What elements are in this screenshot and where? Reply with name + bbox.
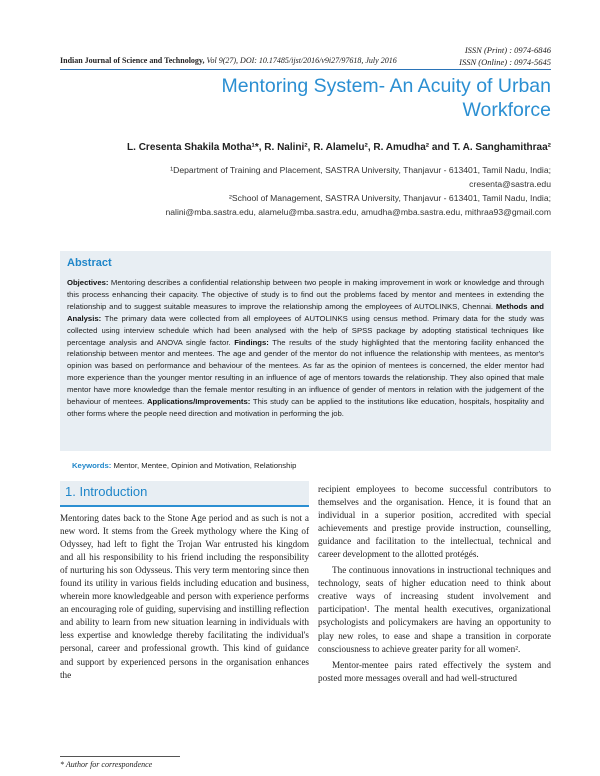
methods-text: The primary data were collected from all employees of AUTOLINKS using census method. Primary data for the study was collected using interview schedule which had been analysed with the help of SPSS package by adopting statistical techniques like percentage analysis and ANOVA single factor. — [67, 313, 544, 347]
intro-paragraph: The continuous innovations in instructional techniques and technology, seats of higher education need to think about creative ways of increasing student involvement and participation¹. The mental health executives, organizational psychologists and policymakers are having an opportunity to play new roles, to ease and shape a transition in corporate consciousness to achieve greater parity for all women². — [318, 565, 551, 654]
intro-paragraph: Mentoring dates back to the Stone Age period and as such is not a new word. It stems from the Greek mythology where the King of Odyssey, had left to fight the Trojan War entrusted his kingdom and all his responsibility to his friend including the responsibility of nurturing his son Odysseus. This very term mentoring since then found its utility in various fields including education and business, wherein more knowledgeable and person with experience performs an encouraging role of guiding, supervising and instilling reflection and ability to learn from new situation learning in individuals with less expertise and knowledge thereby facilitating the individual's personal, career and professional growth. This kind of guidance and support by experienced persons in the organisation enhances the — [60, 513, 309, 680]
keywords-line — [72, 461, 296, 470]
issn-block — [459, 44, 551, 68]
findings-label: Findings: — [234, 337, 269, 347]
keywords-label: Keywords: — [72, 461, 112, 470]
affiliations — [165, 163, 551, 219]
intro-paragraph: recipient employees to become successful contributors to themselves and the organisation. Hence, it is found that an individual in a superior position, accredited with special achievements and prestige provide instruction, counselling, guidance and facilitation to the intellectual, technical and career development to the allotted protégés. — [318, 484, 551, 560]
findings-text: The results of the study highlighted that the mentoring facility enhanced the relationship between mentor and mentees. The age and gender of the mentor do not influence the relationship with mentees, as mentor's opinion was based on performance and behaviour of the mentees. As far as the opinion of mentees is concerned, the elder mentor had more experience than the younger mentor resulting in an influence of age of mentors towards the relationship. They also opined that male mentor have more knowledge than the female mentor resulting in an influence of gender of mentors in relation with the judgement of the behaviour of mentees. — [67, 337, 544, 407]
affiliation-line: ²School of Management, SASTRA University, Thanjavur - 613401, Tamil Nadu, India; — [229, 193, 551, 203]
affiliation-emails[interactable]: nalini@mba.sastra.edu, alamelu@mba.sastra.edu, amudha@mba.sastra.edu, mithraa93@gmail.com — [165, 207, 551, 217]
footnote-rule — [60, 756, 180, 757]
header-rule — [60, 69, 551, 70]
abstract-heading: Abstract — [67, 257, 112, 269]
issn-print: ISSN (Print) : 0974-6846 — [464, 45, 551, 55]
keywords-text: Mentor, Mentee, Opinion and Motivation, Relationship — [111, 461, 297, 470]
objectives-label: Objectives: — [67, 278, 109, 287]
intro-paragraph: Mentor-mentee pairs rated effectively the system and posted more messages overall and had well-structured — [318, 659, 551, 683]
issn-online: ISSN (Online) : 0974-5645 — [459, 57, 551, 67]
author-list: L. Cresenta Shakila Motha¹*, R. Nalini², R. Alamelu², R. Amudha² and T. A. Sanghamithraa² — [127, 142, 551, 153]
right-column — [318, 483, 551, 685]
introduction-heading: 1. Introduction — [65, 484, 148, 499]
applications-label: Applications/Improvements: — [146, 397, 251, 407]
objectives-text: Mentoring describes a confidential relationship between two people in making improvement in work or knowledge and through this process enhancing their capacity. The objective of study is to find out the problems faced by mentor and mentees in extending the relationship and to suggest suitable measures to improve the relationship among the employees of AUTOLINKS, Chennai. — [67, 278, 544, 311]
affiliation-line: ¹Department of Training and Placement, SASTRA University, Thanjavur - 613401, Tamil Nadu, India; — [170, 165, 551, 175]
applications-text: This study can be applied to the institutions like education, hospitals, hospitality and other forms where the people need direction and motivation in performing the job. — [67, 397, 544, 418]
left-column — [60, 512, 309, 682]
journal-name: Indian Journal of Science and Technology, — [60, 56, 205, 65]
methods-label: Methods and Analysis: — [67, 301, 544, 323]
journal-citation — [60, 56, 397, 65]
paper-title: Mentoring System- An Acuity of Urban Workforce — [221, 75, 551, 121]
introduction-heading-box — [60, 481, 309, 507]
abstract-box — [60, 251, 551, 451]
journal-details: Vol 9(27), DOI: 10.17485/ijst/2016/v9i27/97618, July 2016 — [204, 56, 397, 65]
abstract-body — [67, 277, 544, 420]
affiliation-email[interactable]: cresenta@sastra.edu — [469, 179, 551, 189]
footnote: * Author for correspondence — [60, 760, 153, 769]
